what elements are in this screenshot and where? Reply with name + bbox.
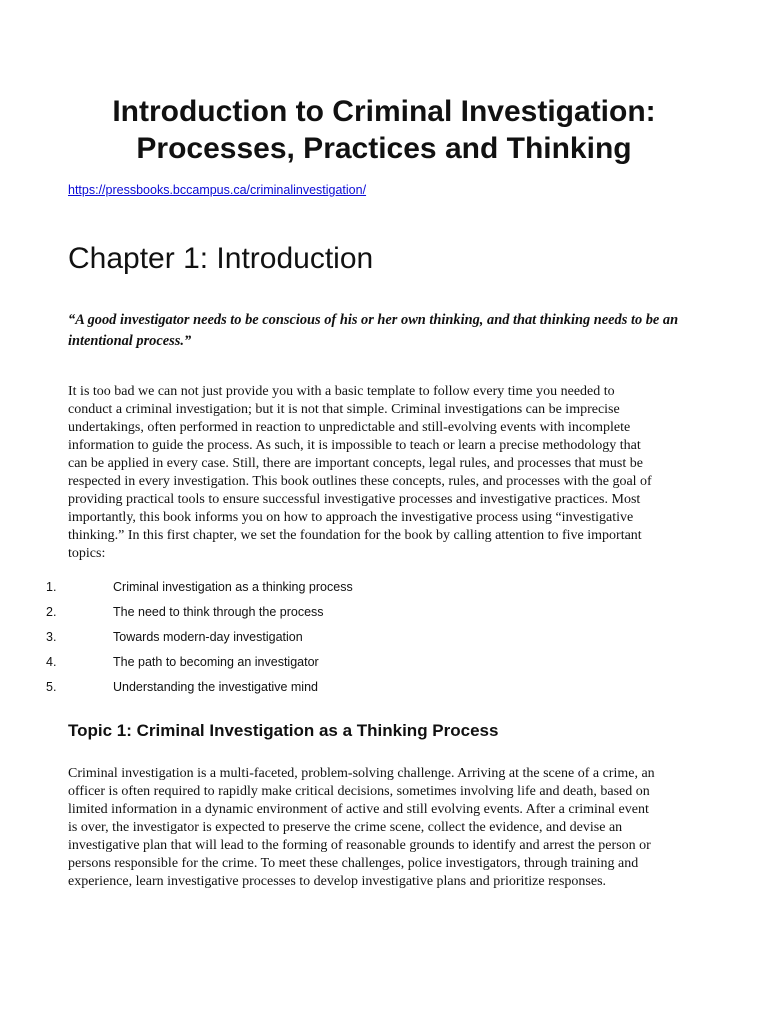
- paragraph-line: It is too bad we can not just provide you with a basic template to follow every time you needed to: [68, 384, 615, 399]
- topic-1-heading: Topic 1: Criminal Investigation as a Thinking Process: [68, 721, 499, 740]
- paragraph-line: thinking.” In this first chapter, we set the foundation for the book by calling attention to five important: [68, 528, 642, 543]
- paragraph-line: conduct a criminal investigation; but it is not that simple. Criminal investigations can be imprecise: [68, 402, 620, 417]
- chapter-heading: Chapter 1: Introduction: [68, 242, 374, 275]
- list-item-number: 1.: [46, 580, 57, 594]
- paragraph-line: limited information in a dynamic environment of active and still evolving events. After a criminal event: [68, 802, 649, 817]
- list-item: [0, 653, 768, 678]
- list-item-label: The path to becoming an investigator: [113, 655, 319, 669]
- intro-paragraph: [68, 383, 704, 563]
- list-item-label: The need to think through the process: [113, 605, 324, 619]
- document-title: [40, 93, 728, 167]
- list-item-number: 3.: [46, 630, 57, 644]
- list-item: [0, 678, 768, 703]
- source-url-link[interactable]: https://pressbooks.bccampus.ca/criminalinvestigation/: [68, 183, 367, 197]
- list-item-number: 5.: [46, 680, 57, 694]
- document-title-line-2: Processes, Practices and Thinking: [136, 132, 632, 165]
- paragraph-line: topics:: [68, 546, 106, 561]
- list-item: [0, 628, 768, 653]
- paragraph-line: investigative plan that will lead to the forming of reasonable grounds to identify and arrest the person or: [68, 838, 651, 853]
- list-item: [0, 603, 768, 628]
- paragraph-line: persons responsible for the crime. To meet these challenges, police investigators, through training and: [68, 856, 639, 871]
- list-item: [0, 578, 768, 603]
- paragraph-line: importantly, this book informs you on how to approach the investigative process using “investigative: [68, 510, 634, 525]
- topics-list: [0, 578, 768, 703]
- list-item-label: Towards modern-day investigation: [113, 630, 303, 644]
- topic-1-paragraph: [68, 765, 704, 891]
- paragraph-line: is over, the investigator is expected to preserve the crime scene, collect the evidence, and devise an: [68, 820, 623, 835]
- paragraph-line: information to guide the process. As such, it is impossible to teach or learn a precise methodology that: [68, 438, 641, 453]
- paragraph-line: can be applied in every case. Still, there are important concepts, legal rules, and processes that must be: [68, 456, 643, 471]
- paragraph-line: Criminal investigation is a multi-faceted, problem-solving challenge. Arriving at the scene of a crime, an: [68, 766, 655, 781]
- list-item-label: Criminal investigation as a thinking process: [113, 580, 353, 594]
- paragraph-line: respected in every investigation. This book outlines these concepts, rules, and processes with the goal of: [68, 474, 652, 489]
- list-item-number: 2.: [46, 605, 57, 619]
- paragraph-line: officer is often required to rapidly make critical decisions, sometimes involving life and death, based on: [68, 784, 650, 799]
- document-title-line-1: Introduction to Criminal Investigation:: [112, 95, 656, 128]
- list-item-label: Understanding the investigative mind: [113, 680, 318, 694]
- paragraph-line: undertakings, often performed in reaction to unpredictable and still-evolving events with incomplete: [68, 420, 631, 435]
- paragraph-line: experience, learn investigative processes to develop investigative plans and prioritize responses.: [68, 874, 607, 889]
- paragraph-line: providing practical tools to ensure successful investigative processes and investigative practices. Most: [68, 492, 641, 507]
- epigraph-quote: “A good investigator needs to be conscious of his or her own thinking, and that thinking needs to be an intentional process.”: [68, 312, 679, 349]
- list-item-number: 4.: [46, 655, 57, 669]
